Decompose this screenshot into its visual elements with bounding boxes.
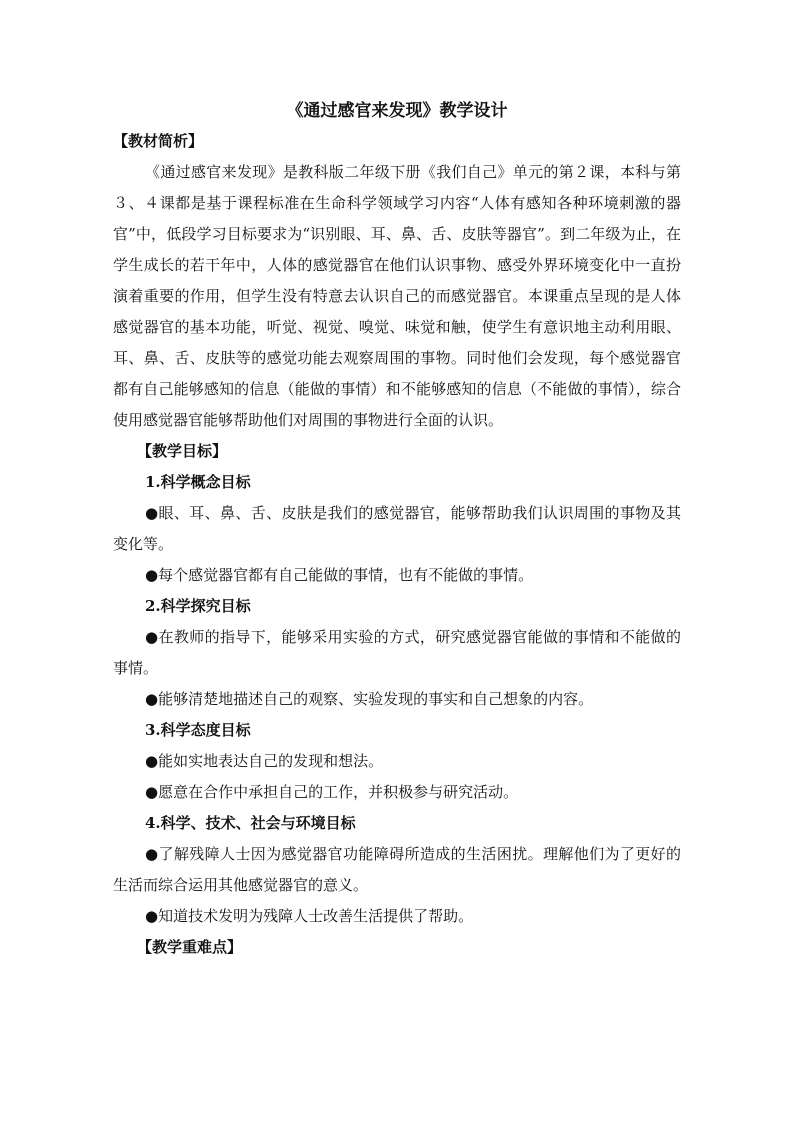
document-page <box>113 96 681 963</box>
goal-item: ●每个感觉器官都有自己能做的事情，也有不能做的事情。 <box>145 566 534 584</box>
goal-heading-concept: 1.科学概念目标 <box>145 473 251 491</box>
goal-item: ●能如实地表达自己的发现和想法。 <box>145 752 384 770</box>
goal-item: ●在教师的指导下，能够采用实验的方式，研究感觉器官能做的事情和不能做的事情。 <box>113 628 681 677</box>
section-heading-material: 【教材简析】 <box>113 132 204 150</box>
section-heading-goals: 【教学目标】 <box>137 442 228 460</box>
goal-item: ●愿意在合作中承担自己的工作，并积极参与研究活动。 <box>145 783 519 801</box>
section-heading-keypoints: 【教学重难点】 <box>137 938 243 956</box>
goal-heading-attitude: 3.科学态度目标 <box>145 721 251 739</box>
material-paragraph: 《通过感官来发现》是教科版二年级下册《我们自己》单元的第２课，本科与第３、４课都是基于课程标准在生命科学领域学习内容“人体有感知各种环境刺激的器官”中，低段学习目标要求为“识别眼、耳、鼻、舌、皮肤等器官”。到二年级为止，在学生成长的若干年中，人体的感觉器官在他们认识事物、感受外界环境变化中一直扮演着重要的作用，但学生没有特意去认识自己的而感觉器官。本课重点呈现的是人体感觉器官的基本功能，听觉、视觉、嗅觉、味觉和触，使学生有意识地主动利用眼、耳、鼻、舌、皮肤等的感觉功能去观察周围的事物。同时他们会发现，每个感觉器官都有自己能够感知的信息（能做的事情）和不能够感知的信息（不能做的事情），综合使用感觉器官能够帮助他们对周围的事物进行全面的认识。 <box>113 163 681 429</box>
document-title: 《通过感官来发现》教学设计 <box>286 101 508 121</box>
goal-heading-society: 4.科学、技术、社会与环境目标 <box>145 814 356 832</box>
goal-item: ●能够清楚地描述自己的观察、实验发现的事实和自己想象的内容。 <box>145 690 594 708</box>
goal-item: ●知道技术发明为残障人士改善生活提供了帮助。 <box>145 907 474 925</box>
goal-heading-inquiry: 2.科学探究目标 <box>145 597 251 615</box>
goal-item: ●眼、耳、鼻、舌、皮肤是我们的感觉器官，能够帮助我们认识周围的事物及其变化等。 <box>113 504 681 553</box>
goal-item: ●了解残障人士因为感觉器官功能障碍所造成的生活困扰。理解他们为了更好的生活而综合运用其他感觉器官的意义。 <box>113 845 681 894</box>
